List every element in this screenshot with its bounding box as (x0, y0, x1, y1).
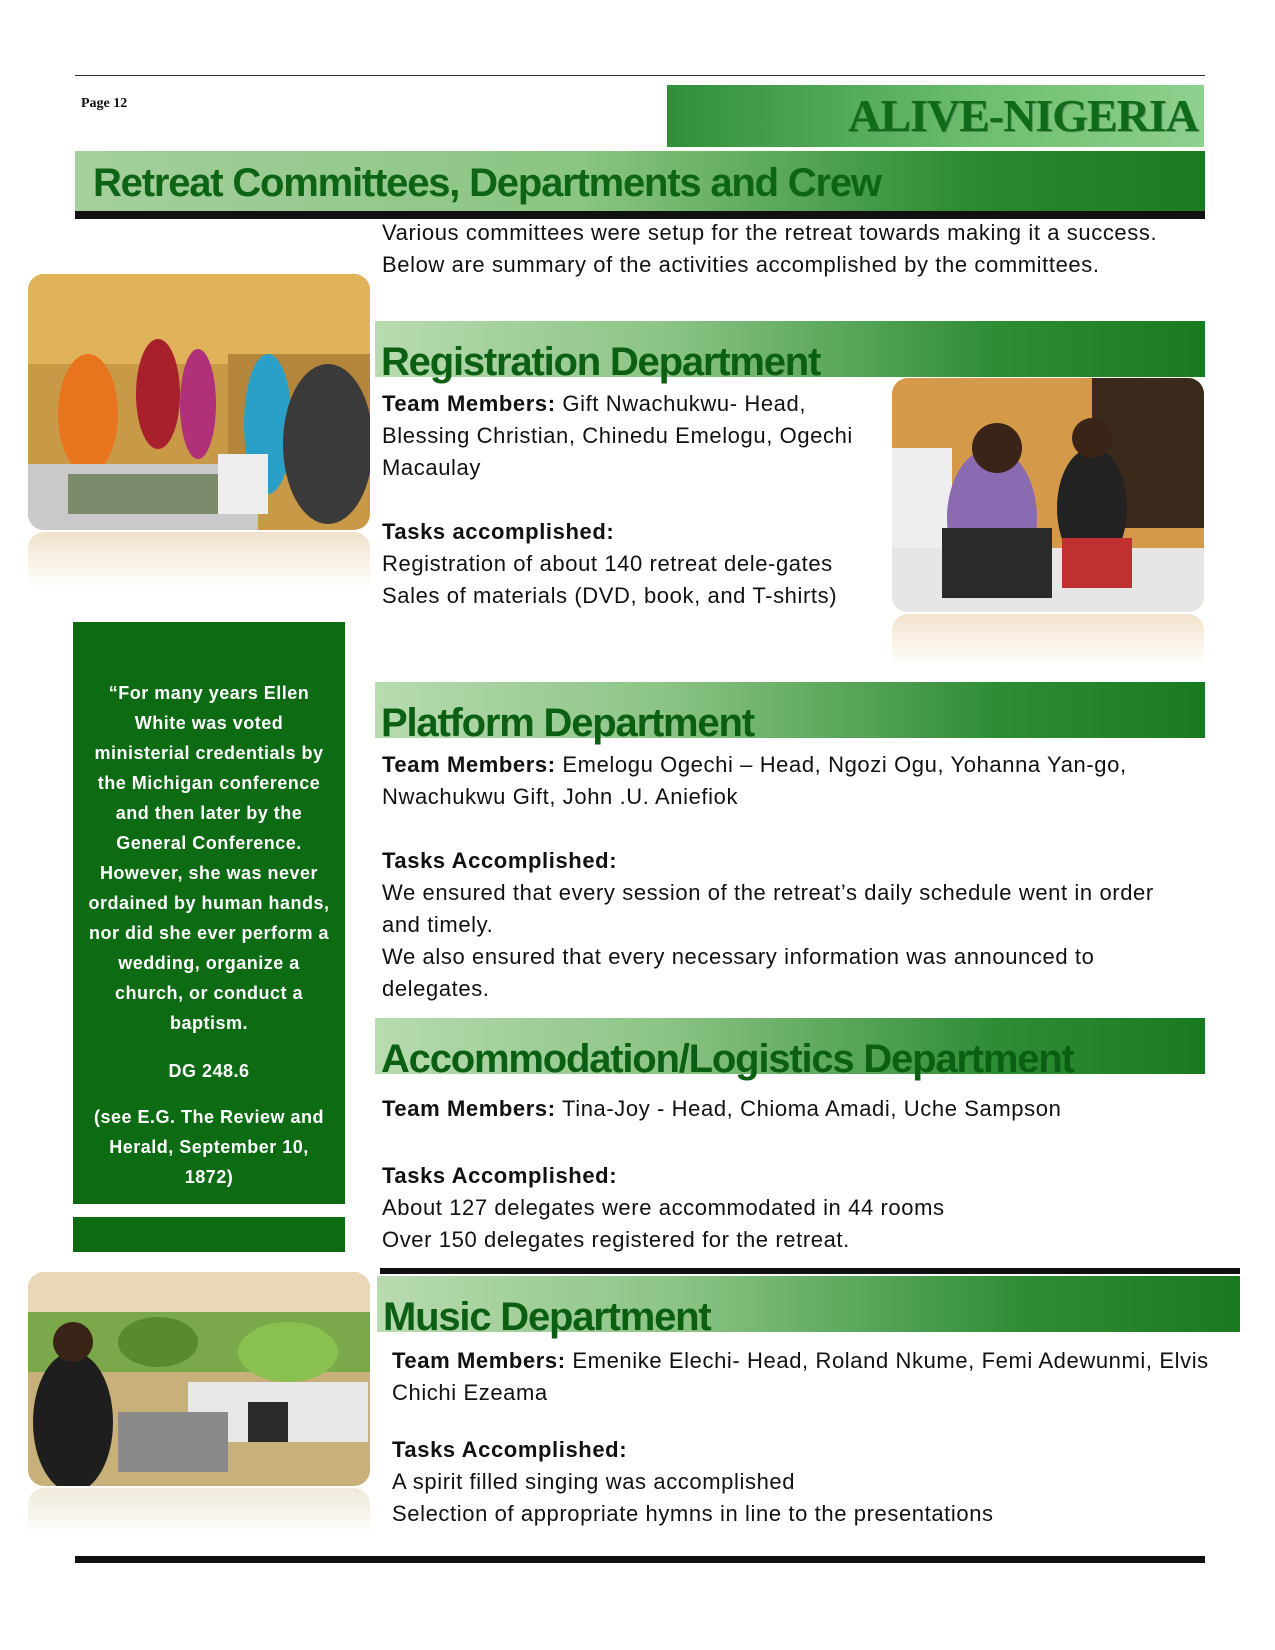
accommodation-tasks-label: Tasks Accomplished: (382, 1163, 618, 1188)
music-task: Selection of appropriate hymns in line to the presentations (392, 1501, 994, 1526)
brand-title: ALIVE-NIGERIA (848, 90, 1198, 141)
photo-registration-desk (892, 378, 1204, 612)
main-heading-bar (75, 151, 1205, 219)
top-rule (75, 75, 1205, 76)
photo-registration-crowd-image (28, 274, 370, 530)
platform-content (382, 749, 1182, 1005)
music-task: A spirit filled singing was accomplished (392, 1469, 796, 1494)
brand-banner (667, 85, 1204, 147)
bottom-rule (75, 1556, 1205, 1563)
music-title: Music Department (383, 1295, 711, 1339)
photo-registration-desk-reflection (892, 614, 1204, 679)
accommodation-task: Over 150 delegates registered for the retreat. (382, 1227, 850, 1252)
platform-title: Platform Department (381, 701, 754, 745)
accommodation-content (382, 1093, 1182, 1256)
registration-task: Registration of about 140 retreat dele-gates (382, 551, 833, 576)
music-header (377, 1276, 1240, 1339)
registration-team: Gift Nwachukwu- Head, Blessing Christian, Chinedu Emelogu, Ogechi Macaulay (382, 391, 853, 480)
registration-team-label: Team Members: (382, 391, 556, 416)
photo-registration-desk-image (892, 378, 1204, 612)
registration-task: Sales of materials (DVD, book, and T-shirts) (382, 583, 838, 608)
registration-title: Registration Department (381, 340, 821, 384)
platform-tasks-label: Tasks Accomplished: (382, 848, 618, 873)
accommodation-team: Tina-Joy - Head, Chioma Amadi, Uche Sampson (555, 1096, 1062, 1121)
accommodation-task: About 127 delegates were accommodated in 44 rooms (382, 1195, 945, 1220)
quote-citation: (see E.G. The Review and Herald, September 10, 1872) (93, 1107, 325, 1187)
registration-tasks-label: Tasks accomplished: (382, 519, 615, 544)
registration-header (375, 321, 1205, 384)
quote-text: “For many years Ellen White was voted ministerial credentials by the Michigan conference and then later by the General Conference. However, she was never ordained by human hands, nor did she ever perform a wedding, organize a church, or conduct a baptism. (88, 683, 330, 1033)
photo-registration-crowd-reflection (28, 532, 370, 602)
music-rule (380, 1268, 1240, 1274)
page-number: Page 12 (81, 96, 128, 111)
platform-team: Emelogu Ogechi – Head, Ngozi Ogu, Yohanna Yan-go, Nwachukwu Gift, John .U. Aniefiok (382, 752, 1127, 809)
music-tasks-label: Tasks Accomplished: (392, 1437, 628, 1462)
intro-text: Various committees were setup for the retreat towards making it a success. Below are summary of the activities accomplished by the committees. (382, 220, 1158, 277)
music-team-label: Team Members: (392, 1348, 566, 1373)
quote-box (73, 622, 345, 1204)
platform-team-label: Team Members: (382, 752, 556, 777)
platform-task: We ensured that every session of the retreat’s daily schedule went in order and timely. (382, 880, 1154, 937)
music-content (392, 1345, 1232, 1530)
accommodation-team-label: Team Members: (382, 1096, 556, 1121)
music-team: Emenike Elechi- Head, Roland Nkume, Femi Adewunmi, Elvis Chichi Ezeama (392, 1348, 1209, 1405)
quote-strip (73, 1217, 345, 1252)
photo-registration-crowd (28, 274, 370, 530)
quote-reference: DG 248.6 (168, 1061, 250, 1081)
platform-task: We also ensured that every necessary information was announced to delegates. (382, 944, 1095, 1001)
accommodation-title: Accommodation/Logistics Department (381, 1037, 1074, 1081)
photo-music-hall-reflection (28, 1488, 370, 1548)
main-title: Retreat Committees, Departments and Crew (93, 161, 881, 205)
accommodation-header (375, 1018, 1205, 1081)
platform-header (375, 682, 1205, 745)
registration-content (382, 388, 867, 612)
photo-music-hall-image (28, 1272, 370, 1486)
photo-music-hall (28, 1272, 370, 1486)
